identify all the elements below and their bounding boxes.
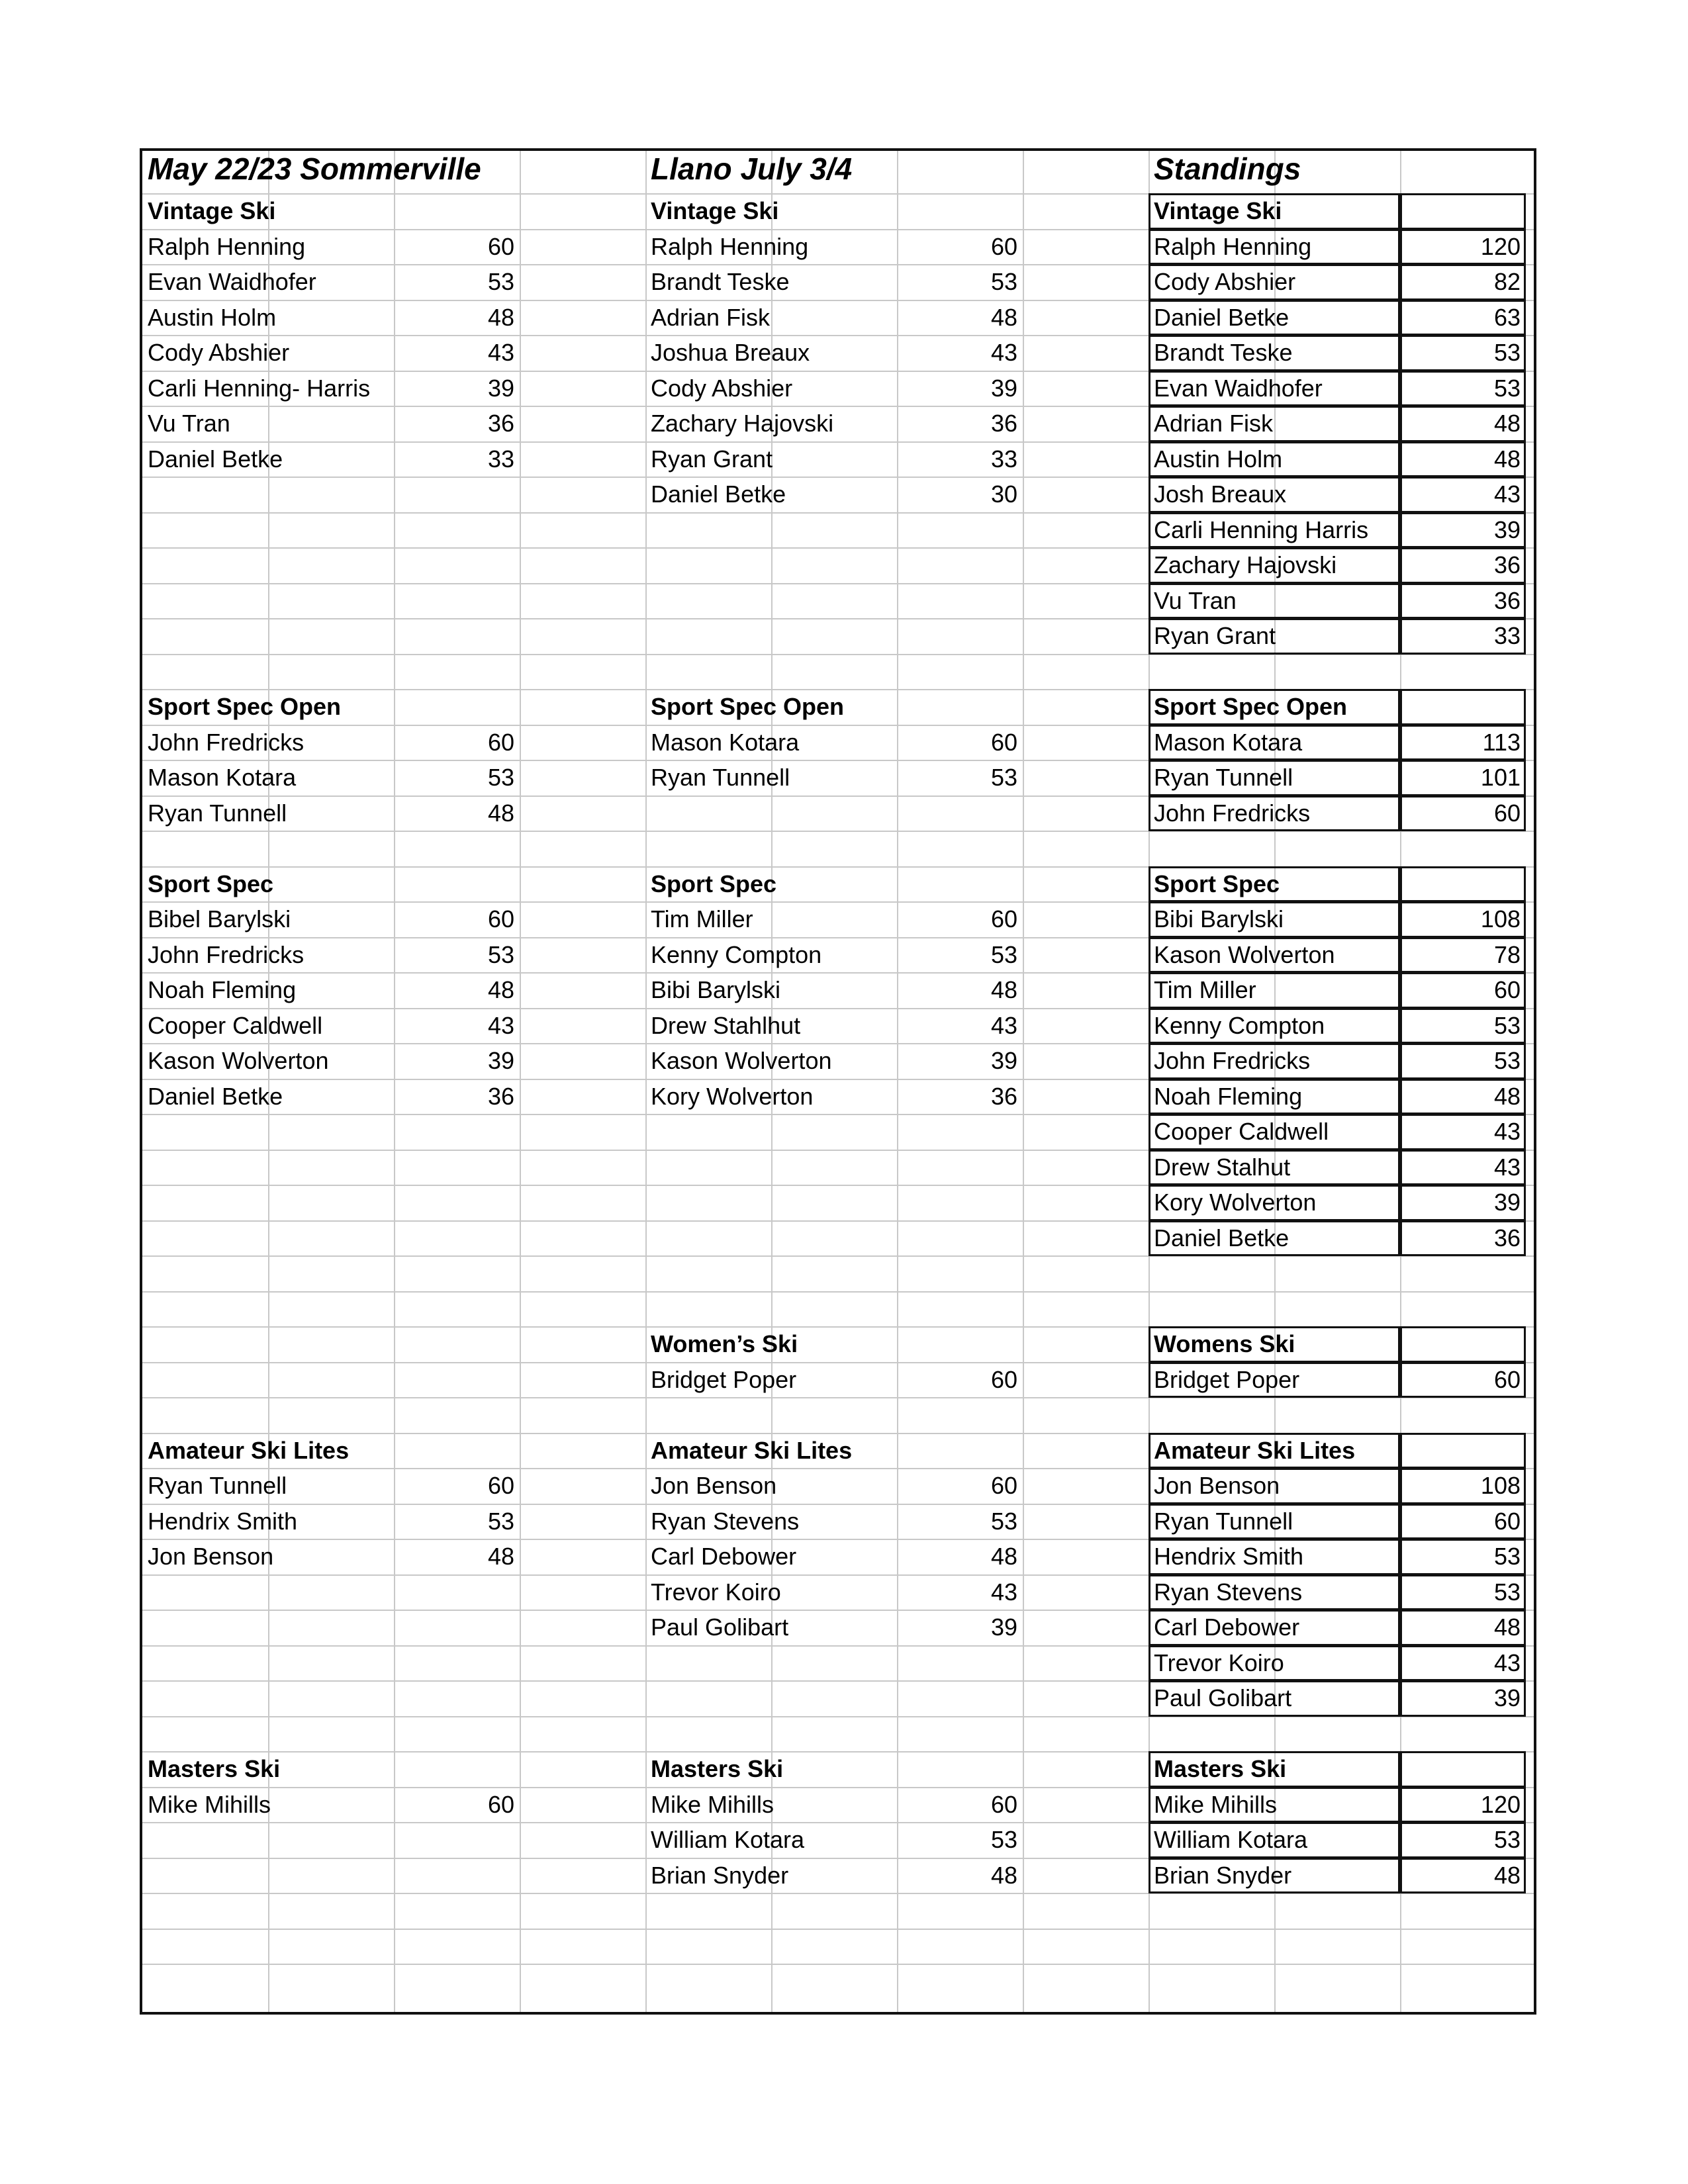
standings-cell-border (1149, 371, 1400, 407)
standings-cell-border (1400, 547, 1526, 584)
competitor-points: 39 (487, 374, 514, 402)
competitor-points: 120 (1480, 1790, 1521, 1818)
competitor-points: 48 (1493, 410, 1521, 437)
competitor-points: 48 (990, 976, 1017, 1003)
competitor-name: Hendrix Smith (1154, 1543, 1304, 1570)
competitor-points: 53 (1493, 1011, 1521, 1039)
competitor-name: Kason Wolverton (651, 1047, 832, 1074)
competitor-name: Carli Henning- Harris (148, 374, 371, 402)
standings-cell-border (1400, 1362, 1526, 1398)
standings-cell-border (1400, 1150, 1526, 1186)
category-header: Women’s Ski (651, 1330, 798, 1357)
category-header: Sport Spec Open (148, 693, 342, 720)
competitor-name: Kory Wolverton (1154, 1189, 1317, 1216)
standings-cell-border (1400, 1610, 1526, 1646)
competitor-points: 33 (487, 445, 514, 473)
competitor-name: Josh Breaux (1154, 480, 1287, 508)
competitor-points: 60 (487, 232, 514, 260)
standings-cell-border (1149, 229, 1400, 265)
category-header: Sport Spec (651, 870, 777, 897)
competitor-points: 43 (1493, 480, 1521, 508)
standings-cell-border (1400, 972, 1526, 1009)
competitor-name: John Fredricks (1154, 1047, 1311, 1074)
category-header: Amateur Ski Lites (1154, 1436, 1356, 1464)
competitor-points: 43 (487, 1011, 514, 1039)
category-header: Amateur Ski Lites (148, 1436, 350, 1464)
standings-cell-border (1149, 689, 1400, 725)
competitor-name: Mason Kotara (148, 764, 297, 791)
competitor-name: Kason Wolverton (148, 1047, 329, 1074)
competitor-points: 39 (990, 1614, 1017, 1641)
competitor-points: 53 (1493, 1543, 1521, 1570)
competitor-points: 53 (1493, 1826, 1521, 1853)
competitor-name: Hendrix Smith (148, 1507, 298, 1535)
competitor-name: Paul Golibart (651, 1614, 789, 1641)
standings-cell-border (1149, 512, 1400, 549)
standings-cell-border (1149, 901, 1400, 938)
competitor-name: Ryan Tunnell (148, 1472, 287, 1499)
competitor-name: Mike Mihills (1154, 1790, 1278, 1818)
standings-cell-border (1400, 901, 1526, 938)
competitor-points: 39 (990, 374, 1017, 402)
competitor-name: Zachary Hajovski (651, 410, 834, 437)
standings-cell-border (1400, 866, 1526, 903)
competitor-name: Bridget Poper (651, 1365, 797, 1393)
category-header: Womens Ski (1154, 1330, 1295, 1357)
standings-cell-border (1400, 760, 1526, 796)
competitor-name: Ryan Tunnell (1154, 1507, 1293, 1535)
competitor-name: Jon Benson (1154, 1472, 1280, 1499)
competitor-points: 48 (487, 303, 514, 331)
competitor-points: 53 (990, 1507, 1017, 1535)
competitor-name: Evan Waidhofer (148, 268, 316, 295)
competitor-points: 39 (1493, 1189, 1521, 1216)
competitor-name: Cooper Caldwell (148, 1011, 323, 1039)
standings-cell-border (1149, 1858, 1400, 1894)
standings-cell-border (1400, 229, 1526, 265)
standings-cell-border (1400, 264, 1526, 300)
competitor-points: 30 (990, 480, 1017, 508)
competitor-points: 60 (990, 1365, 1017, 1393)
competitor-name: Zachary Hajovski (1154, 551, 1337, 578)
competitor-points: 53 (990, 268, 1017, 295)
competitor-points: 60 (990, 1472, 1017, 1499)
competitor-points: 33 (990, 445, 1017, 473)
competitor-points: 53 (1493, 1578, 1521, 1606)
competitor-points: 60 (990, 728, 1017, 756)
competitor-name: John Fredricks (148, 940, 305, 968)
competitor-points: 108 (1480, 905, 1521, 933)
competitor-points: 48 (487, 799, 514, 827)
standings-cell-border (1400, 512, 1526, 549)
competitor-points: 113 (1482, 728, 1521, 756)
standings-cell-border (1149, 1008, 1400, 1044)
standings-cell-border (1149, 300, 1400, 336)
competitor-points: 43 (1493, 1118, 1521, 1145)
competitor-name: Adrian Fisk (1154, 410, 1274, 437)
standings-cell-border (1400, 1079, 1526, 1115)
standings-cell-border (1400, 1787, 1526, 1823)
standings-cell-border (1149, 441, 1400, 478)
competitor-name: Brian Snyder (1154, 1861, 1292, 1889)
event-title: Llano July 3/4 (651, 152, 853, 186)
competitor-name: Ryan Tunnell (1154, 764, 1293, 791)
standings-cell-border (1400, 1008, 1526, 1044)
competitor-points: 53 (990, 940, 1017, 968)
standings-cell-border (1149, 1362, 1400, 1398)
competitor-points: 53 (487, 764, 514, 791)
competitor-points: 43 (990, 339, 1017, 366)
competitor-points: 53 (1493, 339, 1521, 366)
competitor-name: Daniel Betke (1154, 1224, 1289, 1251)
competitor-points: 36 (990, 410, 1017, 437)
results-spreadsheet (140, 148, 1536, 2015)
competitor-points: 39 (487, 1047, 514, 1074)
competitor-name: Tim Miller (651, 905, 753, 933)
competitor-name: Kory Wolverton (651, 1082, 814, 1110)
competitor-name: Joshua Breaux (651, 339, 810, 366)
standings-cell-border (1400, 1326, 1526, 1363)
standings-cell-border (1400, 1822, 1526, 1858)
category-header: Masters Ski (651, 1755, 784, 1782)
competitor-points: 36 (990, 1082, 1017, 1110)
competitor-points: 48 (990, 1543, 1017, 1570)
competitor-name: Ryan Grant (1154, 622, 1276, 649)
competitor-points: 43 (1493, 1649, 1521, 1676)
standings-cell-border (1400, 937, 1526, 974)
competitor-name: Ralph Henning (148, 232, 306, 260)
standings-cell-border (1149, 937, 1400, 974)
standings-cell-border (1149, 1645, 1400, 1682)
event-title: May 22/23 Sommerville (148, 152, 481, 186)
standings-cell-border (1149, 972, 1400, 1009)
standings-cell-border (1400, 1539, 1526, 1575)
standings-cell-border (1400, 1645, 1526, 1682)
standings-cell-border (1149, 1751, 1400, 1788)
standings-cell-border (1149, 1539, 1400, 1575)
standings-cell-border (1149, 264, 1400, 300)
competitor-points: 108 (1480, 1472, 1521, 1499)
standings-cell-border (1149, 725, 1400, 761)
category-header: Vintage Ski (148, 197, 276, 224)
competitor-points: 78 (1493, 940, 1521, 968)
competitor-points: 60 (487, 728, 514, 756)
competitor-name: Ryan Tunnell (148, 799, 287, 827)
competitor-points: 43 (487, 339, 514, 366)
competitor-points: 53 (487, 940, 514, 968)
competitor-name: Ryan Tunnell (651, 764, 790, 791)
competitor-name: Paul Golibart (1154, 1684, 1292, 1711)
competitor-name: Mason Kotara (651, 728, 800, 756)
competitor-name: William Kotara (651, 1826, 805, 1853)
competitor-name: Bibi Barylski (651, 976, 781, 1003)
competitor-points: 60 (990, 232, 1017, 260)
competitor-name: Kenny Compton (651, 940, 822, 968)
standings-cell-border (1149, 1787, 1400, 1823)
standings-cell-border (1400, 477, 1526, 513)
competitor-name: Drew Stalhut (1154, 1153, 1291, 1181)
competitor-name: Bibi Barylski (1154, 905, 1284, 933)
competitor-points: 53 (487, 268, 514, 295)
grid-column-line (520, 151, 521, 2012)
standings-cell-border (1149, 477, 1400, 513)
competitor-name: John Fredricks (1154, 799, 1311, 827)
competitor-points: 48 (1493, 1861, 1521, 1889)
competitor-points: 60 (990, 905, 1017, 933)
competitor-name: Cody Abshier (651, 374, 793, 402)
standings-cell-border (1400, 441, 1526, 478)
standings-cell-border (1149, 796, 1400, 832)
competitor-name: Daniel Betke (1154, 303, 1289, 331)
standings-cell-border (1400, 406, 1526, 442)
competitor-name: Mike Mihills (148, 1790, 271, 1818)
competitor-points: 120 (1480, 232, 1521, 260)
standings-cell-border (1149, 1043, 1400, 1079)
competitor-points: 39 (990, 1047, 1017, 1074)
competitor-points: 48 (990, 303, 1017, 331)
category-header: Sport Spec (148, 870, 274, 897)
competitor-points: 39 (1493, 1684, 1521, 1711)
competitor-points: 60 (1493, 976, 1521, 1003)
standings-cell-border (1149, 547, 1400, 584)
competitor-points: 43 (1493, 1153, 1521, 1181)
competitor-name: Daniel Betke (148, 1082, 283, 1110)
competitor-name: Carl Debower (1154, 1614, 1300, 1641)
competitor-name: Bibel Barylski (148, 905, 291, 933)
competitor-name: Cody Abshier (1154, 268, 1296, 295)
competitor-points: 60 (487, 905, 514, 933)
standings-cell-border (1149, 1433, 1400, 1469)
standings-cell-border (1149, 1574, 1400, 1611)
competitor-name: Cooper Caldwell (1154, 1118, 1329, 1145)
competitor-points: 36 (1493, 586, 1521, 614)
standings-cell-border (1400, 300, 1526, 336)
grid-row-line (142, 1964, 1534, 1965)
category-header: Amateur Ski Lites (651, 1436, 853, 1464)
competitor-name: Vu Tran (148, 410, 230, 437)
competitor-points: 33 (1493, 622, 1521, 649)
standings-cell-border (1149, 1185, 1400, 1221)
standings-cell-border (1400, 371, 1526, 407)
competitor-name: Kason Wolverton (1154, 940, 1335, 968)
competitor-name: Trevor Koiro (651, 1578, 781, 1606)
competitor-points: 53 (990, 1826, 1017, 1853)
competitor-name: Ryan Stevens (1154, 1578, 1303, 1606)
standings-cell-border (1400, 1858, 1526, 1894)
competitor-name: John Fredricks (148, 728, 305, 756)
competitor-points: 39 (1493, 516, 1521, 543)
category-header: Sport Spec Open (1154, 693, 1348, 720)
standings-cell-border (1149, 1220, 1400, 1257)
competitor-name: Ralph Henning (651, 232, 809, 260)
competitor-name: Ralph Henning (1154, 232, 1312, 260)
competitor-points: 60 (1493, 799, 1521, 827)
category-header: Sport Spec (1154, 870, 1280, 897)
competitor-points: 36 (487, 1082, 514, 1110)
competitor-points: 60 (990, 1790, 1017, 1818)
competitor-points: 82 (1493, 268, 1521, 295)
standings-cell-border (1400, 1751, 1526, 1788)
standings-cell-border (1149, 1680, 1400, 1717)
competitor-name: Trevor Koiro (1154, 1649, 1284, 1676)
standings-cell-border (1400, 1680, 1526, 1717)
competitor-points: 60 (487, 1790, 514, 1818)
competitor-name: Mike Mihills (651, 1790, 774, 1818)
category-header: Sport Spec Open (651, 693, 845, 720)
standings-cell-border (1149, 1326, 1400, 1363)
competitor-points: 36 (1493, 551, 1521, 578)
competitor-points: 60 (1493, 1365, 1521, 1393)
category-header: Masters Ski (148, 1755, 281, 1782)
competitor-name: Ryan Stevens (651, 1507, 800, 1535)
competitor-points: 48 (487, 976, 514, 1003)
competitor-points: 53 (990, 764, 1017, 791)
competitor-name: Brian Snyder (651, 1861, 789, 1889)
competitor-name: Ryan Grant (651, 445, 773, 473)
competitor-name: Jon Benson (148, 1543, 274, 1570)
competitor-points: 48 (1493, 1614, 1521, 1641)
competitor-name: William Kotara (1154, 1826, 1308, 1853)
standings-cell-border (1149, 866, 1400, 903)
competitor-name: Austin Holm (1154, 445, 1283, 473)
standings-cell-border (1149, 1468, 1400, 1504)
competitor-points: 36 (1493, 1224, 1521, 1251)
standings-cell-border (1149, 1822, 1400, 1858)
competitor-points: 60 (487, 1472, 514, 1499)
standings-cell-border (1400, 1114, 1526, 1150)
standings-cell-border (1400, 1220, 1526, 1257)
standings-cell-border (1400, 796, 1526, 832)
competitor-name: Carli Henning Harris (1154, 516, 1369, 543)
competitor-name: Adrian Fisk (651, 303, 771, 331)
standings-cell-border (1149, 583, 1400, 619)
competitor-name: Jon Benson (651, 1472, 777, 1499)
standings-cell-border (1400, 193, 1526, 230)
standings-cell-border (1149, 406, 1400, 442)
competitor-points: 53 (487, 1507, 514, 1535)
competitor-points: 53 (1493, 1047, 1521, 1074)
standings-cell-border (1149, 193, 1400, 230)
standings-cell-border (1149, 760, 1400, 796)
standings-cell-border (1400, 583, 1526, 619)
competitor-name: Noah Fleming (148, 976, 297, 1003)
competitor-points: 43 (990, 1011, 1017, 1039)
competitor-name: Brandt Teske (651, 268, 790, 295)
competitor-name: Drew Stahlhut (651, 1011, 801, 1039)
competitor-name: Evan Waidhofer (1154, 374, 1323, 402)
standings-cell-border (1400, 1504, 1526, 1540)
standings-cell-border (1400, 725, 1526, 761)
competitor-points: 43 (990, 1578, 1017, 1606)
standings-cell-border (1149, 618, 1400, 655)
competitor-points: 48 (1493, 445, 1521, 473)
competitor-points: 48 (1493, 1082, 1521, 1110)
competitor-points: 48 (487, 1543, 514, 1570)
standings-cell-border (1400, 618, 1526, 655)
competitor-name: Bridget Poper (1154, 1365, 1300, 1393)
competitor-points: 36 (487, 410, 514, 437)
competitor-name: Vu Tran (1154, 586, 1237, 614)
standings-cell-border (1149, 1150, 1400, 1186)
category-header: Masters Ski (1154, 1755, 1287, 1782)
event-title: Standings (1154, 152, 1301, 186)
competitor-points: 63 (1493, 303, 1521, 331)
standings-cell-border (1149, 1610, 1400, 1646)
grid-row-line (142, 1291, 1534, 1293)
category-header: Vintage Ski (1154, 197, 1282, 224)
standings-cell-border (1149, 335, 1400, 371)
standings-cell-border (1400, 335, 1526, 371)
competitor-name: Kenny Compton (1154, 1011, 1325, 1039)
standings-cell-border (1149, 1079, 1400, 1115)
competitor-points: 101 (1480, 764, 1521, 791)
competitor-name: Brandt Teske (1154, 339, 1293, 366)
standings-cell-border (1400, 1468, 1526, 1504)
competitor-name: Carl Debower (651, 1543, 797, 1570)
standings-cell-border (1149, 1504, 1400, 1540)
standings-cell-border (1400, 689, 1526, 725)
competitor-points: 60 (1493, 1507, 1521, 1535)
competitor-name: Austin Holm (148, 303, 277, 331)
competitor-name: Tim Miller (1154, 976, 1256, 1003)
competitor-name: Noah Fleming (1154, 1082, 1303, 1110)
competitor-name: Daniel Betke (651, 480, 786, 508)
standings-cell-border (1400, 1574, 1526, 1611)
competitor-name: Cody Abshier (148, 339, 290, 366)
competitor-points: 48 (990, 1861, 1017, 1889)
standings-cell-border (1400, 1043, 1526, 1079)
category-header: Vintage Ski (651, 197, 779, 224)
competitor-points: 53 (1493, 374, 1521, 402)
competitor-name: Daniel Betke (148, 445, 283, 473)
standings-cell-border (1400, 1433, 1526, 1469)
grid-row-line (142, 1929, 1534, 1930)
standings-cell-border (1400, 1185, 1526, 1221)
competitor-name: Mason Kotara (1154, 728, 1303, 756)
standings-cell-border (1149, 1114, 1400, 1150)
grid-column-line (1023, 151, 1024, 2012)
